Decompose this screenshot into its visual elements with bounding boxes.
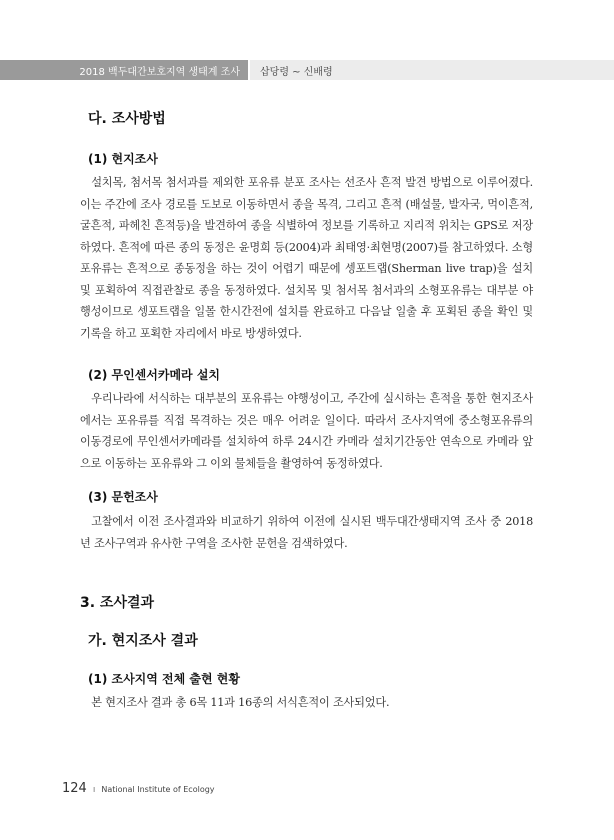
heading-survey-results: 3. 조사결과 (80, 595, 155, 611)
paragraph-camera-installation: 우리나라에 서식하는 대부분의 포유류는 야행성이고, 주간에 실시하는 흔적을 통한 현지조사에서는 포유류를 직접 목격하는 것은 매우 어려운 일이다. 따라서 조사지역에 중소형포유류의 이동경로에 무인센서카메라를 설치하여 하루 24시간 카메라 설치기간동안 연속으로 카메라 앞으로 이동하는 포유류와 그 이외 물체들을 촬영하여 동정하였다. (80, 392, 533, 470)
section-name: 삽당령 ~ 신배령 (250, 60, 614, 80)
heading-survey-methods: 다. 조사방법 (88, 111, 166, 127)
page-number: 124 (62, 781, 87, 796)
footer-organization: National Institute of Ecology (101, 785, 215, 794)
paragraph-overall-occurrence: 본 현지조사 결과 총 6목 11과 16종의 서식흔적이 조사되었다. (91, 696, 390, 709)
heading-camera-installation: (2) 무인센서카메라 설치 (88, 368, 221, 382)
heading-field-results: 가. 현지조사 결과 (88, 633, 198, 649)
heading-overall-occurrence: (1) 조사지역 전체 출현 현황 (88, 672, 240, 686)
footer-separator: ı (92, 785, 96, 795)
paragraph-literature-survey: 고찰에서 이전 조사결과와 비교하기 위하여 이전에 실시된 백두대간생태지역 조사 중 2018년 조사구역과 유사한 구역을 조사한 문헌을 검색하였다. (80, 515, 533, 550)
paragraph-field-survey: 설치목, 첨서목 첨서과를 제외한 포유류 분포 조사는 선조사 흔적 발견 방법으로 이루어졌다. 이는 주간에 조사 경로를 도보로 이동하면서 종을 목격, 그리고 흔적 (배설물, 발자국, 먹이흔적, 굴흔적, 파헤친 흔적등)을 발견하여 종을 식별하여 정보를 기록하고 지리적 위치는 GPS로 저장하였다. 흔적에 따른 종의 동정은 윤명희 등(2004)과 최태영·최현명(2007)를 참고하였다. 소형포유류는 흔적으로 종동정을 하는 것이 어렵기 때문에 셍포트랩(Sherman live trap)을 설치 및 포획하여 직접관찰로 종을 동정하였다. 설치목 및 첨서목 첨서과의 소형포유류는 대부분 야행성이므로 셍포트랩을 일몰 한시간전에 설치를 완료하고 다음날 일출 후 포획된 종을 확인 및 기록을 하고 포획한 자리에서 바로 방생하였다. (80, 176, 533, 340)
running-header (0, 60, 614, 80)
page-footer (62, 781, 215, 796)
heading-field-survey: (1) 현지조사 (88, 152, 158, 166)
report-title: 2018 백두대간보호지역 생태계 조사 (0, 60, 248, 80)
heading-literature-survey: (3) 문헌조사 (88, 490, 158, 504)
